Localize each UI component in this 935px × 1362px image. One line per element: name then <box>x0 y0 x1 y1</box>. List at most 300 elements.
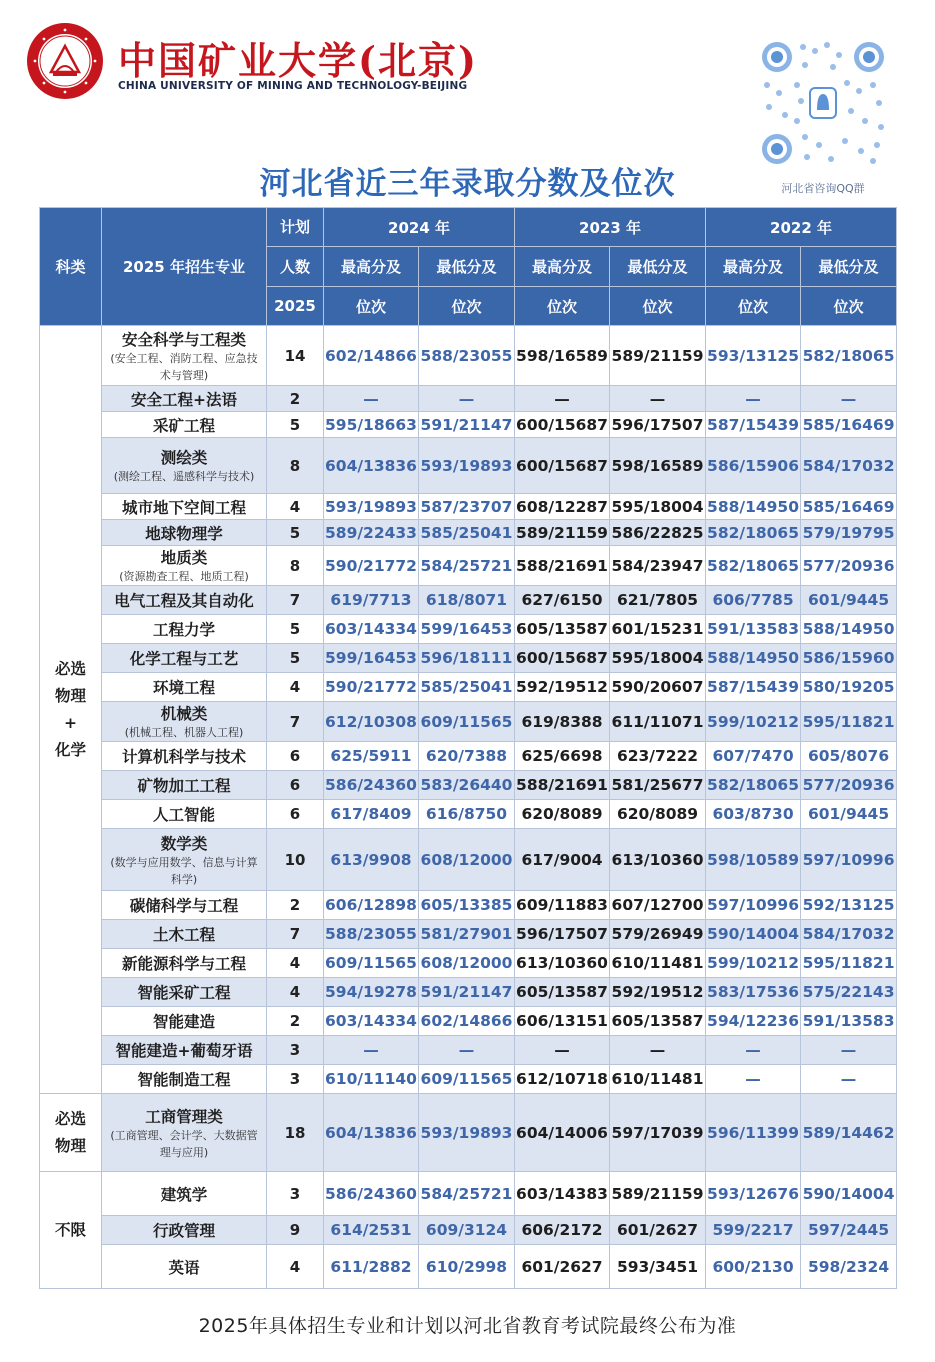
score-2022-min: 595/11821 <box>801 702 897 742</box>
table-row <box>40 920 897 949</box>
score-2024-max: 599/16453 <box>324 644 419 673</box>
score-2024-min: 584/25721 <box>419 1172 515 1216</box>
score-2022-min: 575/22143 <box>801 978 897 1007</box>
major-name: 智能建造 <box>152 1013 215 1031</box>
major-cell <box>102 978 267 1007</box>
score-2022-max: 590/14004 <box>706 920 801 949</box>
score-2023-max: 604/14006 <box>515 1094 610 1172</box>
score-2024-min: 583/26440 <box>419 771 515 800</box>
score-2022-min: 605/8076 <box>801 742 897 771</box>
score-2022-max: 582/18065 <box>706 546 801 586</box>
category-cell <box>40 1172 102 1289</box>
score-2023-max: 598/16589 <box>515 326 610 386</box>
major-note: (安全工程、消防工程、应急技术与管理) <box>110 351 258 382</box>
major-name: 工程力学 <box>152 621 215 639</box>
score-2024-max: 611/2882 <box>324 1245 419 1289</box>
plan-count: 4 <box>267 673 324 702</box>
footer-note: 2025年具体招生专业和计划以河北省教育考试院最终公布为准 <box>198 1315 737 1337</box>
plan-count: 10 <box>267 829 324 891</box>
table-row <box>40 1245 897 1289</box>
score-2024-max: 586/24360 <box>324 771 419 800</box>
score-2022-min: 589/14462 <box>801 1094 897 1172</box>
score-2023-max: 596/17507 <box>515 920 610 949</box>
score-2024-min: 596/18111 <box>419 644 515 673</box>
score-2024-max: 590/21772 <box>324 673 419 702</box>
score-2022-max: — <box>706 1036 801 1065</box>
score-2023-min: 593/3451 <box>610 1245 706 1289</box>
score-2023-max: 605/13587 <box>515 978 610 1007</box>
major-name: 智能采矿工程 <box>137 984 231 1002</box>
university-seal-icon <box>26 22 104 100</box>
major-cell <box>102 644 267 673</box>
score-2022-max: 587/15439 <box>706 673 801 702</box>
score-2022-min: 592/13125 <box>801 891 897 920</box>
score-2023-max: 608/12287 <box>515 494 610 520</box>
table-row <box>40 412 897 438</box>
major-cell <box>102 438 267 494</box>
major-name: 测绘类 <box>160 449 208 467</box>
score-2023-min: 621/7805 <box>610 586 706 615</box>
score-2024-min: 609/11565 <box>419 1065 515 1094</box>
major-cell <box>102 1216 267 1245</box>
major-name: 新能源科学与工程 <box>121 955 246 973</box>
table-row <box>40 1036 897 1065</box>
score-2022-min: 598/2324 <box>801 1245 897 1289</box>
score-2023-min: 607/12700 <box>610 891 706 920</box>
score-2023-min: 601/2627 <box>610 1216 706 1245</box>
major-cell <box>102 771 267 800</box>
major-cell <box>102 494 267 520</box>
major-cell <box>102 1036 267 1065</box>
plan-count: 4 <box>267 1245 324 1289</box>
header-plan-line1: 计划 <box>267 208 324 247</box>
score-2024-min: 609/11565 <box>419 702 515 742</box>
score-2022-min: — <box>801 1065 897 1094</box>
score-2024-min: 593/19893 <box>419 1094 515 1172</box>
major-cell <box>102 742 267 771</box>
score-2024-min: 608/12000 <box>419 829 515 891</box>
score-2023-min: — <box>610 386 706 412</box>
score-2022-min: 595/11821 <box>801 949 897 978</box>
category-line: + <box>64 713 77 732</box>
major-cell <box>102 1094 267 1172</box>
table-row <box>40 771 897 800</box>
major-cell <box>102 520 267 546</box>
score-2023-max: 606/2172 <box>515 1216 610 1245</box>
score-2024-min: 616/8750 <box>419 800 515 829</box>
score-2023-max: 600/15687 <box>515 438 610 494</box>
major-cell <box>102 920 267 949</box>
table-row <box>40 386 897 412</box>
score-2022-max: 603/8730 <box>706 800 801 829</box>
score-2023-min: 595/18004 <box>610 494 706 520</box>
header-min-2024-rank: 位次 <box>419 287 515 326</box>
major-cell <box>102 412 267 438</box>
score-2024-min: 605/13385 <box>419 891 515 920</box>
plan-count: 8 <box>267 546 324 586</box>
score-2023-max: 613/10360 <box>515 949 610 978</box>
score-2022-min: 584/17032 <box>801 920 897 949</box>
score-2022-max: 599/2217 <box>706 1216 801 1245</box>
score-2023-max: 603/14383 <box>515 1172 610 1216</box>
score-2023-min: 579/26949 <box>610 920 706 949</box>
major-cell <box>102 1172 267 1216</box>
score-2024-min: 608/12000 <box>419 949 515 978</box>
score-2023-max: 609/11883 <box>515 891 610 920</box>
major-note: (测绘工程、遥感科学与技术) <box>113 470 255 483</box>
score-2023-min: 597/17039 <box>610 1094 706 1172</box>
score-2022-max: 597/10996 <box>706 891 801 920</box>
table-row <box>40 673 897 702</box>
score-2024-min: 587/23707 <box>419 494 515 520</box>
score-2024-min: 610/2998 <box>419 1245 515 1289</box>
category-line: 物理 <box>54 1136 86 1155</box>
table-row <box>40 615 897 644</box>
major-name: 化学工程与工艺 <box>129 650 239 668</box>
score-2022-max: 582/18065 <box>706 771 801 800</box>
score-2024-min: 599/16453 <box>419 615 515 644</box>
major-name: 地质类 <box>160 549 208 567</box>
header-major: 2025 年招生专业 <box>102 208 267 326</box>
header-plan-line3: 2025 <box>267 287 324 326</box>
score-2023-min: 613/10360 <box>610 829 706 891</box>
score-2022-min: 591/13583 <box>801 1007 897 1036</box>
plan-count: 5 <box>267 644 324 673</box>
score-2024-min: — <box>419 1036 515 1065</box>
score-2024-max: 612/10308 <box>324 702 419 742</box>
score-2023-max: 620/8089 <box>515 800 610 829</box>
score-2022-max: — <box>706 386 801 412</box>
plan-count: 2 <box>267 1007 324 1036</box>
table-row <box>40 800 897 829</box>
plan-count: 14 <box>267 326 324 386</box>
score-2023-min: 584/23947 <box>610 546 706 586</box>
plan-count: 6 <box>267 800 324 829</box>
score-2022-min: 585/16469 <box>801 412 897 438</box>
major-name: 数学类 <box>160 834 208 853</box>
header-max-2022-rank: 位次 <box>706 287 801 326</box>
score-2023-max: 588/21691 <box>515 546 610 586</box>
university-name-en: CHINA UNIVERSITY OF MINING AND TECHNOLOGY-BEIJING <box>118 80 468 92</box>
score-2023-max: 592/19512 <box>515 673 610 702</box>
major-name: 电气工程及其自动化 <box>114 592 254 610</box>
header-max-2022: 最高分及 <box>706 247 801 287</box>
score-2024-min: 591/21147 <box>419 978 515 1007</box>
score-2024-min: 593/19893 <box>419 438 515 494</box>
score-2024-min: 602/14866 <box>419 1007 515 1036</box>
table-row <box>40 586 897 615</box>
major-name: 智能制造工程 <box>137 1071 231 1089</box>
major-name: 矿物加工工程 <box>137 777 231 795</box>
table-row <box>40 891 897 920</box>
score-2024-min: 584/25721 <box>419 546 515 586</box>
score-2024-max: 590/21772 <box>324 546 419 586</box>
header-min-2023-rank: 位次 <box>610 287 706 326</box>
major-name: 地球物理学 <box>145 524 223 543</box>
score-2024-max: 617/8409 <box>324 800 419 829</box>
score-2022-min: — <box>801 386 897 412</box>
score-2022-min: — <box>801 1036 897 1065</box>
score-2023-min: 610/11481 <box>610 949 706 978</box>
score-2022-min: 579/19795 <box>801 520 897 546</box>
score-2024-min: 585/25041 <box>419 520 515 546</box>
score-2023-max: 606/13151 <box>515 1007 610 1036</box>
score-2023-max: 588/21691 <box>515 771 610 800</box>
category-line: 物理 <box>54 686 86 705</box>
score-2023-min: 620/8089 <box>610 800 706 829</box>
major-name: 英语 <box>168 1258 200 1277</box>
score-2023-min: 598/16589 <box>610 438 706 494</box>
score-2022-max: 582/18065 <box>706 520 801 546</box>
major-note: (资源勘查工程、地质工程) <box>119 570 249 583</box>
score-2023-min: — <box>610 1036 706 1065</box>
major-cell <box>102 546 267 586</box>
header-max-2024-rank: 位次 <box>324 287 419 326</box>
table-row <box>40 742 897 771</box>
major-name: 采矿工程 <box>152 416 215 435</box>
score-2022-min: 588/14950 <box>801 615 897 644</box>
table-row <box>40 520 897 546</box>
score-2022-max: 593/12676 <box>706 1172 801 1216</box>
header-category: 科类 <box>40 208 102 326</box>
score-2024-max: 614/2531 <box>324 1216 419 1245</box>
score-2024-max: 613/9908 <box>324 829 419 891</box>
header-year-2022: 2022 年 <box>706 208 897 247</box>
major-name: 城市地下空间工程 <box>121 498 246 517</box>
plan-count: 6 <box>267 742 324 771</box>
plan-count: 3 <box>267 1036 324 1065</box>
score-2022-min: 582/18065 <box>801 326 897 386</box>
score-2024-max: 593/19893 <box>324 494 419 520</box>
major-name: 机械类 <box>160 705 208 723</box>
score-2023-max: 589/21159 <box>515 520 610 546</box>
category-line: 不限 <box>54 1220 86 1239</box>
score-2022-min: 586/15960 <box>801 644 897 673</box>
score-2024-min: 618/8071 <box>419 586 515 615</box>
major-cell <box>102 1245 267 1289</box>
table-row <box>40 494 897 520</box>
score-2023-max: 600/15687 <box>515 412 610 438</box>
table-row <box>40 1094 897 1172</box>
score-2022-max: 588/14950 <box>706 494 801 520</box>
score-2023-max: — <box>515 386 610 412</box>
score-2024-max: 594/19278 <box>324 978 419 1007</box>
major-note: (数学与应用数学、信息与计算科学) <box>110 855 258 886</box>
score-2024-max: 602/14866 <box>324 326 419 386</box>
major-name: 土木工程 <box>152 926 215 944</box>
score-2022-min: 580/19205 <box>801 673 897 702</box>
major-cell <box>102 586 267 615</box>
major-cell <box>102 1007 267 1036</box>
score-2023-min: 589/21159 <box>610 326 706 386</box>
score-2022-max: 599/10212 <box>706 949 801 978</box>
score-2023-max: 627/6150 <box>515 586 610 615</box>
header-plan-line2: 人数 <box>267 247 324 287</box>
major-cell <box>102 949 267 978</box>
score-2024-max: 603/14334 <box>324 1007 419 1036</box>
major-name: 工商管理类 <box>145 1107 223 1126</box>
score-2023-min: 589/21159 <box>610 1172 706 1216</box>
score-2024-max: 603/14334 <box>324 615 419 644</box>
table-row <box>40 438 897 494</box>
major-name: 计算机科学与技术 <box>121 748 246 766</box>
plan-count: 3 <box>267 1065 324 1094</box>
score-2024-min: 585/25041 <box>419 673 515 702</box>
score-2023-min: 596/17507 <box>610 412 706 438</box>
score-2024-min: 588/23055 <box>419 326 515 386</box>
score-2024-max: 595/18663 <box>324 412 419 438</box>
major-name: 碳储科学与工程 <box>129 897 239 915</box>
header-max-2023-rank: 位次 <box>515 287 610 326</box>
score-2023-min: 605/13587 <box>610 1007 706 1036</box>
score-2023-max: — <box>515 1036 610 1065</box>
major-name: 环境工程 <box>152 679 215 697</box>
major-cell <box>102 615 267 644</box>
table-row <box>40 829 897 891</box>
score-2023-max: 601/2627 <box>515 1245 610 1289</box>
score-2022-min: 584/17032 <box>801 438 897 494</box>
table-row <box>40 546 897 586</box>
score-2022-min: 590/14004 <box>801 1172 897 1216</box>
major-cell <box>102 386 267 412</box>
score-2024-max: 610/11140 <box>324 1065 419 1094</box>
plan-count: 5 <box>267 615 324 644</box>
score-2022-max: 599/10212 <box>706 702 801 742</box>
score-2022-max: — <box>706 1065 801 1094</box>
score-2024-max: 625/5911 <box>324 742 419 771</box>
major-cell <box>102 1065 267 1094</box>
score-2023-min: 601/15231 <box>610 615 706 644</box>
score-table-body <box>40 326 897 1289</box>
category-cell <box>40 1094 102 1172</box>
table-row <box>40 978 897 1007</box>
plan-count: 7 <box>267 702 324 742</box>
header-min-2022-rank: 位次 <box>801 287 897 326</box>
table-row <box>40 1065 897 1094</box>
score-2023-min: 590/20607 <box>610 673 706 702</box>
table-row <box>40 949 897 978</box>
category-line: 化学 <box>54 740 86 759</box>
plan-count: 2 <box>267 891 324 920</box>
score-2022-min: 577/20936 <box>801 546 897 586</box>
qq-group-qr-code-icon[interactable] <box>758 38 888 168</box>
plan-count: 3 <box>267 1172 324 1216</box>
major-name: 安全工程+法语 <box>131 390 237 409</box>
score-2023-min: 610/11481 <box>610 1065 706 1094</box>
score-2023-min: 581/25677 <box>610 771 706 800</box>
score-2022-max: 607/7470 <box>706 742 801 771</box>
major-note: (机械工程、机器人工程) <box>124 726 244 739</box>
plan-count: 4 <box>267 978 324 1007</box>
score-2022-max: 596/11399 <box>706 1094 801 1172</box>
score-2022-min: 601/9445 <box>801 586 897 615</box>
score-2022-max: 587/15439 <box>706 412 801 438</box>
score-2023-max: 600/15687 <box>515 644 610 673</box>
score-2023-max: 612/10718 <box>515 1065 610 1094</box>
plan-count: 6 <box>267 771 324 800</box>
header-min-2023: 最低分及 <box>610 247 706 287</box>
score-2022-max: 588/14950 <box>706 644 801 673</box>
major-name: 安全科学与工程类 <box>121 330 246 349</box>
score-2023-min: 611/11071 <box>610 702 706 742</box>
score-2022-min: 597/10996 <box>801 829 897 891</box>
table-row <box>40 1007 897 1036</box>
header-year-2024: 2024 年 <box>324 208 515 247</box>
plan-count: 5 <box>267 412 324 438</box>
plan-count: 7 <box>267 586 324 615</box>
score-2024-max: 604/13836 <box>324 438 419 494</box>
major-cell <box>102 673 267 702</box>
score-2023-max: 619/8388 <box>515 702 610 742</box>
score-2024-min: — <box>419 386 515 412</box>
plan-count: 4 <box>267 494 324 520</box>
major-name: 人工智能 <box>152 806 215 824</box>
score-2023-min: 586/22825 <box>610 520 706 546</box>
plan-count: 5 <box>267 520 324 546</box>
header-min-2022: 最低分及 <box>801 247 897 287</box>
page-header <box>0 0 935 205</box>
score-2022-max: 594/12236 <box>706 1007 801 1036</box>
score-2023-min: 595/18004 <box>610 644 706 673</box>
table-row <box>40 702 897 742</box>
plan-count: 18 <box>267 1094 324 1172</box>
score-2024-max: — <box>324 1036 419 1065</box>
score-2024-max: 586/24360 <box>324 1172 419 1216</box>
major-name: 行政管理 <box>152 1222 215 1240</box>
score-2022-max: 598/10589 <box>706 829 801 891</box>
category-cell <box>40 326 102 1094</box>
plan-count: 4 <box>267 949 324 978</box>
header-max-2024: 最高分及 <box>324 247 419 287</box>
score-2024-min: 609/3124 <box>419 1216 515 1245</box>
plan-count: 2 <box>267 386 324 412</box>
table-row <box>40 1172 897 1216</box>
major-cell <box>102 702 267 742</box>
major-cell <box>102 800 267 829</box>
score-2023-min: 623/7222 <box>610 742 706 771</box>
major-cell <box>102 891 267 920</box>
plan-count: 8 <box>267 438 324 494</box>
score-2022-max: 586/15906 <box>706 438 801 494</box>
table-row <box>40 644 897 673</box>
score-2024-max: 588/23055 <box>324 920 419 949</box>
score-2022-min: 585/16469 <box>801 494 897 520</box>
score-2024-min: 581/27901 <box>419 920 515 949</box>
plan-count: 7 <box>267 920 324 949</box>
score-2022-max: 606/7785 <box>706 586 801 615</box>
page-title: 河北省近三年录取分数及位次 <box>259 166 676 202</box>
score-2022-min: 577/20936 <box>801 771 897 800</box>
score-2023-max: 605/13587 <box>515 615 610 644</box>
table-row <box>40 326 897 386</box>
header-max-2023: 最高分及 <box>515 247 610 287</box>
score-2023-max: 617/9004 <box>515 829 610 891</box>
plan-count: 9 <box>267 1216 324 1245</box>
score-2023-min: 592/19512 <box>610 978 706 1007</box>
score-2024-max: 606/12898 <box>324 891 419 920</box>
major-name: 智能建造+葡萄牙语 <box>115 1042 253 1060</box>
score-2022-max: 600/2130 <box>706 1245 801 1289</box>
score-2024-min: 620/7388 <box>419 742 515 771</box>
score-2024-max: — <box>324 386 419 412</box>
major-name: 建筑学 <box>160 1185 208 1204</box>
major-cell <box>102 326 267 386</box>
university-name-cn: 中国矿业大学(北京) <box>118 38 478 83</box>
category-line: 必选 <box>54 1109 86 1128</box>
admission-score-table <box>39 207 897 1289</box>
category-line: 必选 <box>54 659 86 678</box>
score-2024-max: 619/7713 <box>324 586 419 615</box>
